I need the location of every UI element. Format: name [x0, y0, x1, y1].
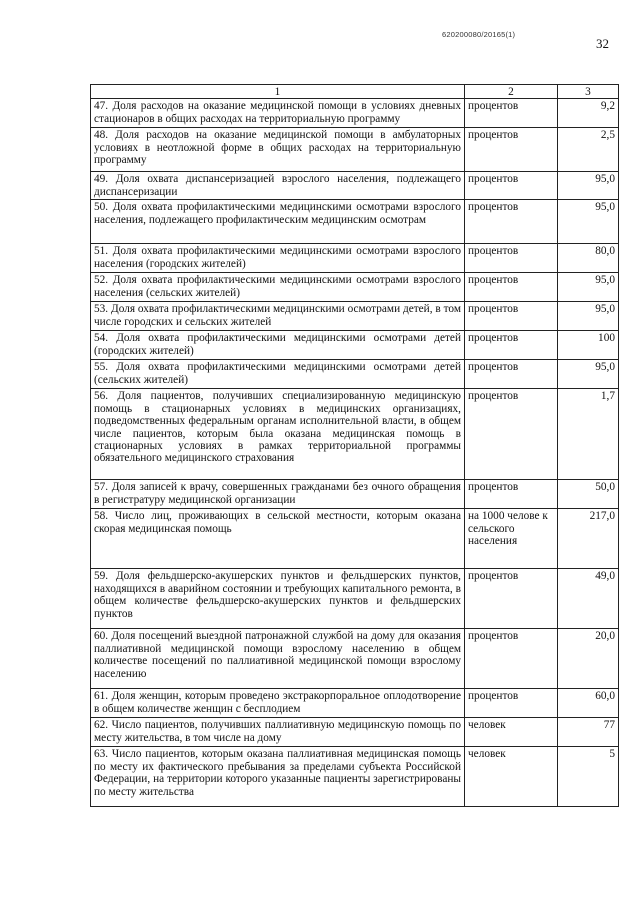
indicators-table — [90, 84, 619, 807]
value-cell: 95,0 — [558, 200, 619, 244]
value-cell: 50,0 — [558, 480, 619, 509]
table-row — [91, 747, 619, 807]
indicator-cell: 60. Доля посещений выездной патронажной службой на дому для оказания паллиативной медицинской помощи взрослому населению в общем количестве посещений по паллиативной медицинской помощи взрослому населению — [91, 629, 465, 689]
value-cell: 80,0 — [558, 244, 619, 273]
value-cell: 1,7 — [558, 389, 619, 480]
table-header-row — [91, 85, 619, 99]
value-cell: 95,0 — [558, 360, 619, 389]
indicator-cell: 50. Доля охвата профилактическими медицинскими осмотрами взрослого населения, подлежащего профилактическим медицинским осмотрам — [91, 200, 465, 244]
page-number: 32 — [596, 36, 609, 51]
value-cell: 95,0 — [558, 273, 619, 302]
unit-cell: процентов — [465, 689, 558, 718]
table-row — [91, 718, 619, 747]
table-row — [91, 389, 619, 480]
indicator-cell: 48. Доля расходов на оказание медицинской помощи в амбулаторных условиях в неотложной форме в общих расходах на территориальную программу — [91, 128, 465, 172]
indicator-cell: 51. Доля охвата профилактическими медицинскими осмотрами взрослого населения (городских жителей) — [91, 244, 465, 273]
unit-cell: процентов — [465, 244, 558, 273]
table-row — [91, 200, 619, 244]
value-cell: 60,0 — [558, 689, 619, 718]
unit-cell: процентов — [465, 331, 558, 360]
column-header-3: 3 — [558, 85, 619, 99]
column-header-2: 2 — [465, 85, 558, 99]
indicator-cell: 52. Доля охвата профилактическими медицинскими осмотрами взрослого населения (сельских жителей) — [91, 273, 465, 302]
table-row — [91, 273, 619, 302]
indicator-cell: 58. Число лиц, проживающих в сельской местности, которым оказана скорая медицинская помощь — [91, 509, 465, 569]
indicator-cell: 57. Доля записей к врачу, совершенных гражданами без очного обращения в регистратуру медицинской организации — [91, 480, 465, 509]
indicator-cell: 59. Доля фельдшерско-акушерских пунктов и фельдшерских пунктов, находящихся в аварийном состоянии и требующих капитального ремонта, в общем количестве фельдшерско-акушерских пунктов и фельдшерских пунктов — [91, 569, 465, 629]
unit-cell: человек — [465, 747, 558, 807]
unit-cell: процентов — [465, 569, 558, 629]
value-cell: 100 — [558, 331, 619, 360]
unit-cell: процентов — [465, 172, 558, 200]
unit-cell: процентов — [465, 360, 558, 389]
indicator-cell: 55. Доля охвата профилактическими медицинскими осмотрами детей (сельских жителей) — [91, 360, 465, 389]
table-row — [91, 128, 619, 172]
unit-cell: процентов — [465, 629, 558, 689]
value-cell: 49,0 — [558, 569, 619, 629]
table-row — [91, 360, 619, 389]
unit-cell: процентов — [465, 99, 558, 128]
indicator-cell: 56. Доля пациентов, получивших специализированную медицинскую помощь в стационарных условиях в медицинских организациях, подведомственных федеральным органам исполнительной власти, в общем числе пациентов, которым была оказана медицинская помощь в стационарных условиях в рамках территориальной программы обязательного медицинского страхования — [91, 389, 465, 480]
table-row — [91, 509, 619, 569]
indicator-cell: 53. Доля охвата профилактическими медицинскими осмотрами детей, в том числе городских и сельских жителей — [91, 302, 465, 331]
table-row — [91, 480, 619, 509]
table-row — [91, 629, 619, 689]
indicator-cell: 61. Доля женщин, которым проведено экстракорпоральное оплодотворение в общем количестве женщин с бесплодием — [91, 689, 465, 718]
table-row — [91, 99, 619, 128]
unit-cell: процентов — [465, 128, 558, 172]
unit-cell: процентов — [465, 480, 558, 509]
value-cell: 217,0 — [558, 509, 619, 569]
indicator-cell: 63. Число пациентов, которым оказана паллиативная медицинская помощь по месту их фактического пребывания за пределами субъекта Российской Федерации, на территории которого указанные пациенты зарегистрированы по месту жительства — [91, 747, 465, 807]
indicator-cell: 54. Доля охвата профилактическими медицинскими осмотрами детей (городских жителей) — [91, 331, 465, 360]
value-cell: 95,0 — [558, 302, 619, 331]
document-code: 620200080/20165(1) — [442, 30, 516, 39]
unit-cell: процентов — [465, 273, 558, 302]
column-header-1: 1 — [91, 85, 465, 99]
value-cell: 2,5 — [558, 128, 619, 172]
table-row — [91, 569, 619, 629]
table-row — [91, 331, 619, 360]
value-cell: 20,0 — [558, 629, 619, 689]
table-row — [91, 689, 619, 718]
value-cell: 5 — [558, 747, 619, 807]
value-cell: 77 — [558, 718, 619, 747]
unit-cell: процентов — [465, 302, 558, 331]
value-cell: 9,2 — [558, 99, 619, 128]
table-row — [91, 244, 619, 273]
table-row — [91, 302, 619, 331]
indicator-cell: 47. Доля расходов на оказание медицинской помощи в условиях дневных стационаров в общих расходах на территориальную программу — [91, 99, 465, 128]
indicator-cell: 49. Доля охвата диспансеризацией взрослого населения, подлежащего диспансеризации — [91, 172, 465, 200]
unit-cell: процентов — [465, 389, 558, 480]
table-row — [91, 172, 619, 200]
indicator-cell: 62. Число пациентов, получивших паллиативную медицинскую помощь по месту жительства, в том числе на дому — [91, 718, 465, 747]
value-cell: 95,0 — [558, 172, 619, 200]
unit-cell: человек — [465, 718, 558, 747]
unit-cell: процентов — [465, 200, 558, 244]
unit-cell: на 1000 челове к сельского населения — [465, 509, 558, 569]
